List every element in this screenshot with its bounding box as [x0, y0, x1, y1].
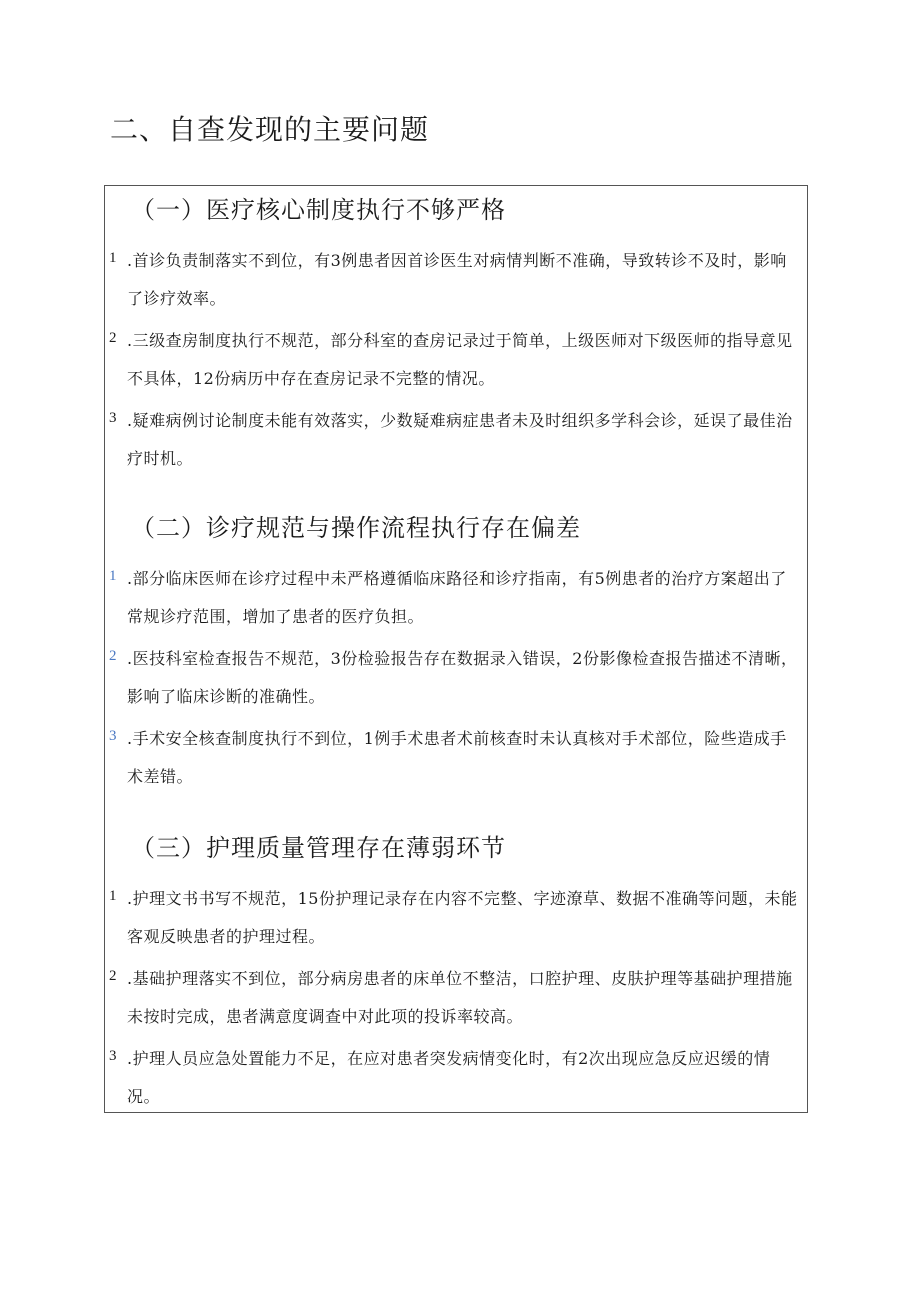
item-number: 3: [109, 410, 117, 426]
item-text: .三级查房制度执行不规范，部分科室的查房记录过于简单，上级医师对下级医师的指导意见不具体，12份病历中存在查房记录不完整的情况。: [127, 331, 793, 388]
item-number: 2: [109, 330, 117, 346]
item-text: .疑难病例讨论制度未能有效落实，少数疑难病症患者未及时组织多学科会诊，延误了最佳治疗时机。: [127, 411, 793, 468]
item-text: .部分临床医师在诊疗过程中未严格遵循临床路径和诊疗指南，有5例患者的治疗方案超出了常规诊疗范围，增加了患者的医疗负担。: [127, 569, 787, 626]
item-text: .护理文书书写不规范，15份护理记录存在内容不完整、字迹潦草、数据不准确等问题，未能客观反映患者的护理过程。: [127, 889, 798, 946]
item-text: .医技科室检查报告不规范，3份检验报告存在数据录入错误，2份影像检查报告描述不清晰，影响了临床诊断的准确性。: [127, 649, 798, 706]
item-number: 3: [109, 728, 117, 744]
item-number: 3: [109, 1048, 117, 1064]
item-text: .手术安全核查制度执行不到位，1例手术患者术前核查时未认真核对手术部位，险些造成手术差错。: [127, 729, 787, 786]
item-number: 2: [109, 968, 117, 984]
item-text: .基础护理落实不到位，部分病房患者的床单位不整洁，口腔护理、皮肤护理等基础护理措施未按时完成，患者满意度调查中对此项的投诉率较高。: [127, 969, 793, 1026]
item-number: 2: [109, 648, 117, 664]
section-title: （三）护理质量管理存在薄弱环节: [131, 834, 506, 862]
item-number: 1: [109, 250, 117, 266]
content-box: [104, 185, 808, 1113]
item-text: .护理人员应急处置能力不足，在应对患者突发病情变化时，有2次出现应急反应迟缓的情况。: [127, 1049, 771, 1106]
item-number: 1: [109, 888, 117, 904]
item-number: 1: [109, 568, 117, 584]
page-title: 二、自查发现的主要问题: [110, 113, 430, 146]
section-title: （二）诊疗规范与操作流程执行存在偏差: [131, 514, 581, 542]
section-title: （一）医疗核心制度执行不够严格: [131, 196, 506, 224]
item-text: .首诊负责制落实不到位，有3例患者因首诊医生对病情判断不准确，导致转诊不及时，影响了诊疗效率。: [127, 251, 787, 308]
